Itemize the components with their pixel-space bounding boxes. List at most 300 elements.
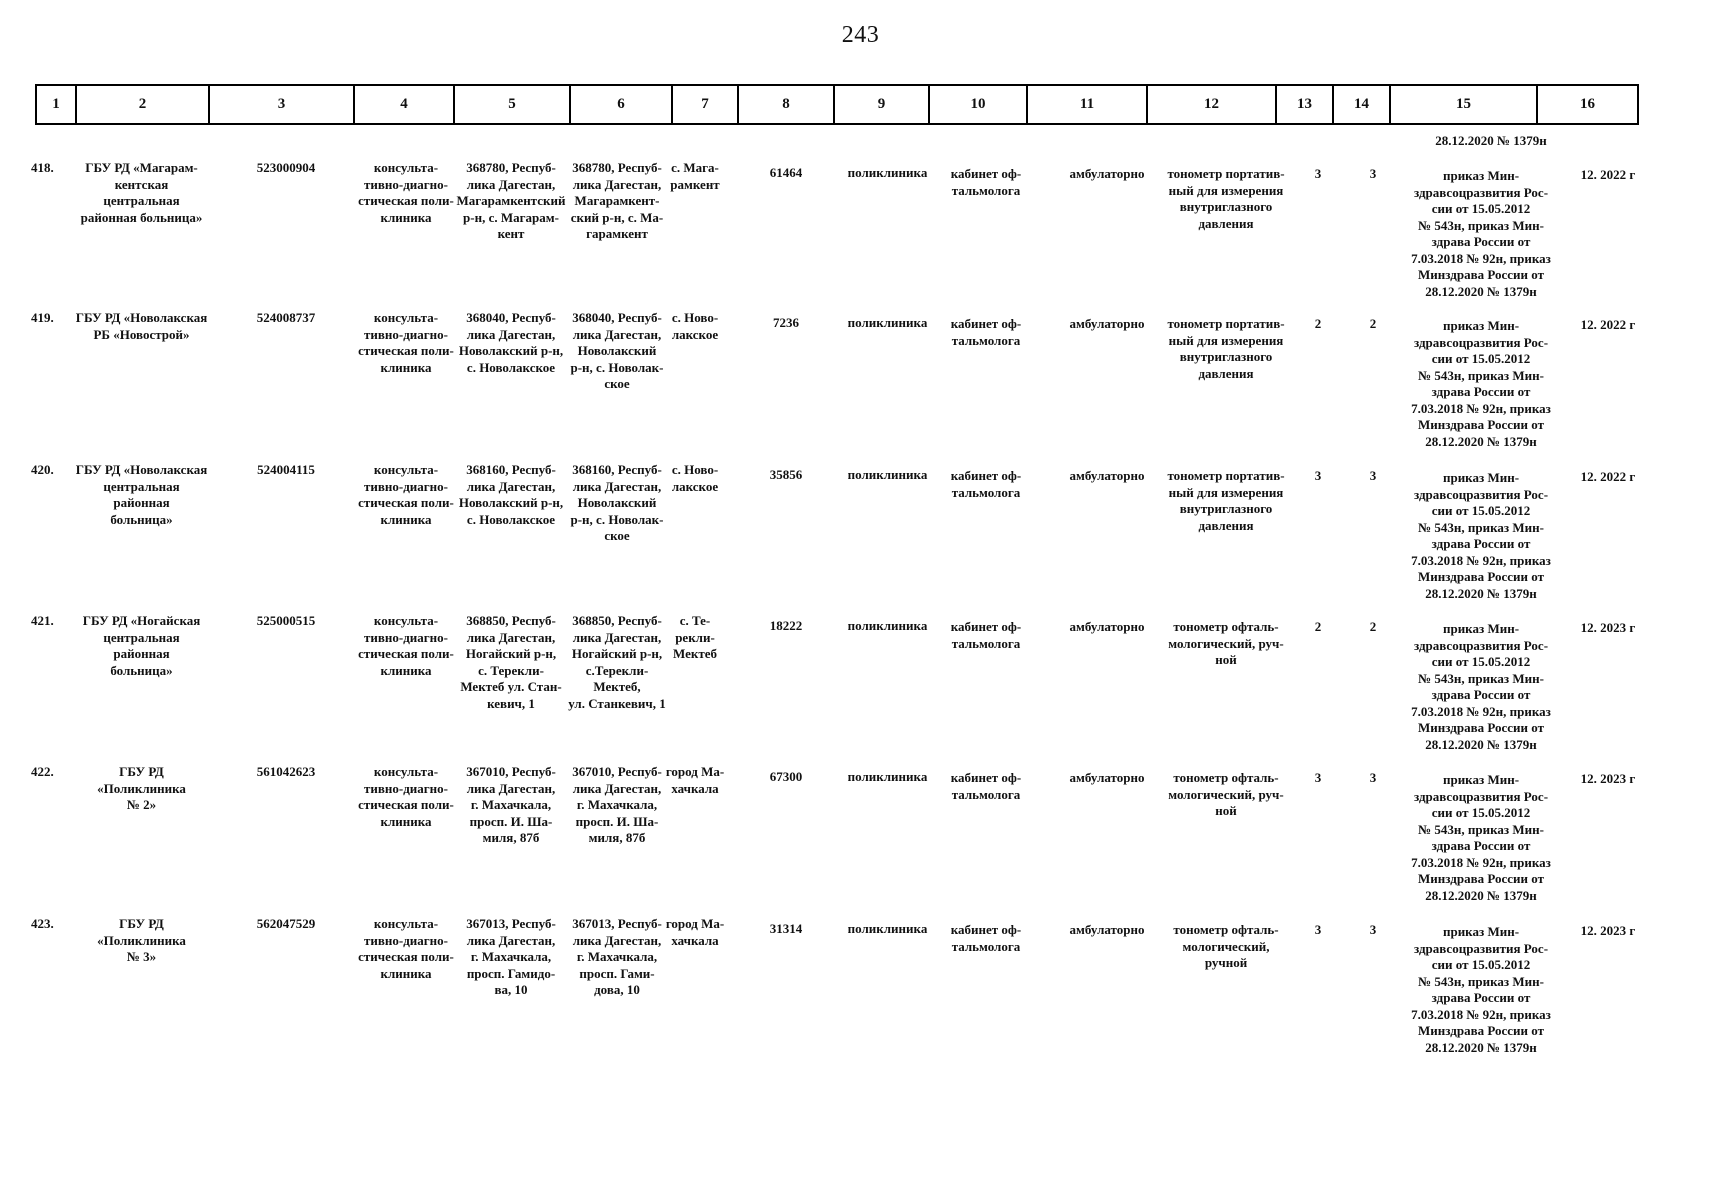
cell-line: ГБУ РД «Магарам- bbox=[85, 160, 198, 175]
cell-line: клиника bbox=[380, 965, 432, 981]
table-row bbox=[31, 310, 1669, 460]
cell-line: стическая поли- bbox=[358, 343, 454, 358]
cell-cabinet bbox=[938, 468, 1034, 501]
cell-addr1 bbox=[454, 160, 568, 243]
cell-line: консульта- bbox=[373, 613, 439, 628]
table-row bbox=[31, 462, 1669, 612]
column-header: 12 bbox=[1147, 85, 1276, 124]
cell-qty2 bbox=[1358, 166, 1388, 183]
cell-line: кабинет оф- bbox=[950, 619, 1022, 634]
cell-line: Минздрава России от bbox=[1418, 569, 1544, 584]
cell-addr2 bbox=[566, 613, 668, 712]
cell-line: 2 bbox=[1314, 619, 1322, 634]
cell-line: 28.12.2020 № 1379н bbox=[1425, 887, 1537, 903]
cell-line: ГБУ РД «Новолакская bbox=[75, 310, 208, 325]
cell-line: дова, 10 bbox=[594, 982, 640, 997]
cell-mode bbox=[1048, 619, 1166, 636]
cell-qty1 bbox=[1303, 619, 1333, 636]
cell-basis bbox=[1406, 470, 1556, 602]
cell-line: Минздрава России от bbox=[1418, 417, 1544, 432]
cell-line: 367013, Респуб- bbox=[572, 916, 662, 931]
cell-line: сии от 15.05.2012 bbox=[1431, 957, 1531, 972]
cell-unit bbox=[841, 618, 934, 635]
cell-line: с. Ново- bbox=[671, 310, 719, 325]
cell-line: лакское bbox=[671, 326, 719, 342]
cell-line: ское bbox=[604, 376, 630, 391]
cell-line: кабинет оф- bbox=[950, 770, 1022, 785]
cell-line: просп. Гами- bbox=[579, 965, 655, 981]
cell-line: 3 bbox=[1314, 922, 1322, 937]
cell-line: 7.03.2018 № 92н, приказ bbox=[1411, 250, 1551, 266]
cell-name bbox=[75, 310, 208, 343]
cell-line: ный для измерения bbox=[1168, 182, 1284, 198]
cell-line: клиника bbox=[380, 813, 432, 829]
cell-line: 12. 2022 г bbox=[1580, 469, 1636, 484]
cell-line: 368780, Респуб- bbox=[572, 160, 662, 175]
cell-line: Новолакский bbox=[577, 343, 657, 358]
cell-name bbox=[75, 160, 208, 226]
cell-line: ГБУ РД «Ногайская bbox=[82, 613, 201, 628]
cell-line: здрава России от bbox=[1431, 536, 1531, 551]
cell-line: Новолакский р-н, bbox=[458, 495, 564, 510]
column-header: 7 bbox=[672, 85, 738, 124]
cell-addr1 bbox=[454, 310, 568, 376]
page-number: 243 bbox=[841, 22, 880, 48]
cell-line: № 543н, приказ Мин- bbox=[1418, 519, 1544, 535]
cell-line: центральная районная bbox=[103, 478, 180, 510]
cell-line: 7236 bbox=[773, 315, 799, 330]
cell-code bbox=[231, 916, 341, 933]
cell-line: больница» bbox=[110, 662, 173, 678]
cell-line: № 3» bbox=[126, 949, 157, 964]
cell-line: стическая поли- bbox=[358, 949, 454, 964]
cell-line: миля, 87б bbox=[588, 830, 646, 845]
cell-line: лакское bbox=[671, 478, 719, 494]
cell-type bbox=[357, 764, 455, 830]
cell-cabinet bbox=[938, 770, 1034, 803]
cell-addr1 bbox=[454, 764, 568, 847]
cell-line: поликлиника bbox=[847, 165, 928, 180]
cell-qty2 bbox=[1358, 770, 1388, 787]
cell-line: мологический, руч- bbox=[1168, 635, 1284, 651]
cell-line: клиника bbox=[380, 209, 432, 225]
cell-locality bbox=[663, 613, 727, 663]
cell-line: ГБУ РД «Поликлиника bbox=[97, 916, 186, 948]
table-row bbox=[31, 916, 1669, 1066]
cell-addr1 bbox=[454, 613, 568, 712]
cell-qty1 bbox=[1303, 166, 1333, 183]
cell-date bbox=[1563, 771, 1653, 788]
cell-line: ный для измерения bbox=[1168, 484, 1284, 500]
cell-line: лика Дагестан, bbox=[572, 780, 662, 796]
cell-locality bbox=[663, 764, 727, 797]
cell-line: 368780, Респуб- bbox=[466, 160, 556, 175]
cell-line: поликлиника bbox=[847, 769, 928, 784]
cell-unit bbox=[841, 769, 934, 786]
cell-line: кабинет оф- bbox=[950, 922, 1022, 937]
column-header: 15 bbox=[1390, 85, 1537, 124]
cell-line: 421. bbox=[31, 613, 54, 628]
cell-line: тальмолога bbox=[951, 635, 1021, 651]
cell-line: тальмолога bbox=[951, 786, 1021, 802]
cell-name bbox=[75, 764, 208, 814]
cell-line: рамкент bbox=[670, 176, 720, 192]
cell-equipment bbox=[1155, 316, 1297, 382]
cell-line: 368040, Респуб- bbox=[572, 310, 662, 325]
cell-line: поликлиника bbox=[847, 467, 928, 482]
cell-addr2 bbox=[566, 764, 668, 847]
cell-line: 7.03.2018 № 92н, приказ bbox=[1411, 400, 1551, 416]
column-header: 11 bbox=[1027, 85, 1147, 124]
column-header: 16 bbox=[1537, 85, 1638, 124]
cell-line: здравсоцразвития Рос- bbox=[1413, 486, 1549, 502]
cell-qty1 bbox=[1303, 316, 1333, 333]
column-header: 4 bbox=[354, 85, 454, 124]
cell-line: 419. bbox=[31, 310, 54, 325]
cell-line: консульта- bbox=[373, 160, 439, 175]
cell-line: давления bbox=[1198, 215, 1254, 231]
cell-qty2 bbox=[1358, 619, 1388, 636]
cell-line: лика Дагестан, bbox=[466, 629, 556, 645]
cell-line: тивно-диагно- bbox=[363, 478, 448, 494]
cell-line: тальмолога bbox=[951, 938, 1021, 954]
cell-basis bbox=[1406, 168, 1556, 300]
cell-line: лика Дагестан, bbox=[466, 326, 556, 342]
cell-line: кабинет оф- bbox=[950, 468, 1022, 483]
column-header: 1 bbox=[36, 85, 76, 124]
cell-basis bbox=[1406, 924, 1556, 1056]
cell-line: 368850, Респуб- bbox=[572, 613, 662, 628]
table-row bbox=[31, 764, 1669, 914]
cell-line: хачкала bbox=[671, 932, 719, 948]
cell-line: с. Те- bbox=[679, 613, 711, 628]
cell-line: гарамкент bbox=[586, 226, 648, 241]
cell-line: лика Дагестан, bbox=[572, 478, 662, 494]
cell-line: 3 bbox=[1369, 468, 1377, 483]
cell-line: поликлиника bbox=[847, 921, 928, 936]
cell-line: лика Дагестан, bbox=[572, 326, 662, 342]
cell-addr1 bbox=[454, 462, 568, 528]
cell-line: здрава России от bbox=[1431, 687, 1531, 702]
cell-line: 28.12.2020 № 1379н bbox=[1425, 1039, 1537, 1055]
cell-line: лика Дагестан, bbox=[572, 932, 662, 948]
cell-line: амбулаторно bbox=[1069, 468, 1145, 483]
cell-line: город Ма- bbox=[665, 764, 725, 779]
cell-line: тонометр портатив- bbox=[1167, 166, 1285, 181]
cell-population bbox=[756, 315, 816, 332]
cell-line: сии от 15.05.2012 bbox=[1431, 503, 1531, 518]
cell-line: город Ма- bbox=[665, 916, 725, 931]
cell-line: кевич, 1 bbox=[487, 695, 535, 711]
cell-line: хачкала bbox=[671, 780, 719, 796]
cell-line: тонометр офталь- bbox=[1173, 619, 1279, 634]
cell-line: № 543н, приказ Мин- bbox=[1418, 973, 1544, 989]
cell-line: с.Терекли- bbox=[585, 662, 649, 678]
cell-type bbox=[357, 613, 455, 679]
cell-population bbox=[756, 165, 816, 182]
cell-line: консульта- bbox=[373, 764, 439, 779]
cell-line: рекли- bbox=[675, 629, 715, 645]
cell-population bbox=[756, 467, 816, 484]
cell-type bbox=[357, 310, 455, 376]
cell-line: лика Дагестан, bbox=[572, 629, 662, 645]
cell-line: р-н, с. Новолак- bbox=[570, 511, 664, 527]
cell-line: 7.03.2018 № 92н, приказ bbox=[1411, 552, 1551, 568]
cell-line: 422. bbox=[31, 764, 54, 779]
cell-code bbox=[231, 613, 341, 630]
cell-equipment bbox=[1155, 166, 1297, 232]
cell-population bbox=[756, 769, 816, 786]
column-header: 5 bbox=[454, 85, 570, 124]
cell-line: 562047529 bbox=[256, 916, 316, 931]
cell-line: стическая поли- bbox=[358, 193, 454, 208]
cell-line: 35856 bbox=[769, 467, 803, 482]
cell-date bbox=[1563, 923, 1653, 940]
cell-mode bbox=[1048, 166, 1166, 183]
continuation-text: 28.12.2020 № 1379н bbox=[1435, 133, 1547, 148]
cell-line: приказ Мин- bbox=[1442, 772, 1520, 787]
cell-line: г. Махачкала, bbox=[576, 797, 658, 812]
cell-line: районная больница» bbox=[80, 209, 203, 225]
cell-line: 28.12.2020 № 1379н bbox=[1425, 736, 1537, 752]
cell-line: здрава России от bbox=[1431, 384, 1531, 399]
cell-date bbox=[1563, 167, 1653, 184]
cell-line: 31314 bbox=[769, 921, 803, 936]
cell-line: № 543н, приказ Мин- bbox=[1418, 367, 1544, 383]
cell-code bbox=[231, 310, 341, 327]
cell-line: внутриглазного bbox=[1179, 349, 1273, 364]
cell-line: Мектеб ул. Стан- bbox=[460, 679, 562, 694]
cell-line: больница» bbox=[110, 511, 173, 527]
cell-line: № 543н, приказ Мин- bbox=[1418, 217, 1544, 233]
table-row bbox=[31, 160, 1669, 310]
cell-line: Ногайский р-н, bbox=[465, 646, 557, 661]
cell-line: здравсоцразвития Рос- bbox=[1413, 334, 1549, 350]
cell-line: поликлиника bbox=[847, 315, 928, 330]
cell-line: 523000904 bbox=[256, 160, 316, 175]
cell-line: кабинет оф- bbox=[950, 316, 1022, 331]
cell-qty1 bbox=[1303, 770, 1333, 787]
cell-line: сии от 15.05.2012 bbox=[1431, 805, 1531, 820]
cell-line: 524008737 bbox=[256, 310, 316, 325]
cell-code bbox=[231, 764, 341, 781]
cell-equipment bbox=[1155, 770, 1297, 820]
cell-line: амбулаторно bbox=[1069, 922, 1145, 937]
cell-line: консульта- bbox=[373, 310, 439, 325]
cell-line: амбулаторно bbox=[1069, 770, 1145, 785]
cell-line: Минздрава России от bbox=[1418, 720, 1544, 735]
cell-line: 420. bbox=[31, 462, 54, 477]
cell-line: просп. И. Ша- bbox=[469, 813, 553, 829]
cell-qty2 bbox=[1358, 468, 1388, 485]
column-header: 14 bbox=[1333, 85, 1390, 124]
cell-line: давления bbox=[1198, 365, 1254, 381]
column-header: 13 bbox=[1276, 85, 1333, 124]
cell-line: с. Новолакское bbox=[466, 359, 556, 375]
cell-line: Мектеб bbox=[672, 646, 717, 661]
column-header: 9 bbox=[834, 85, 929, 124]
cell-line: 368040, Респуб- bbox=[466, 310, 556, 325]
cell-addr2 bbox=[566, 160, 668, 243]
cell-line: миля, 87б bbox=[482, 830, 540, 845]
cell-line: 18222 bbox=[769, 618, 803, 633]
cell-line: № 2» bbox=[126, 797, 157, 812]
cell-line: Минздрава России от bbox=[1418, 267, 1544, 282]
cell-line: № 543н, приказ Мин- bbox=[1418, 821, 1544, 837]
cell-line: 367010, Респуб- bbox=[466, 764, 556, 779]
cell-line: тивно-диагно- bbox=[363, 932, 448, 948]
cell-line: приказ Мин- bbox=[1442, 168, 1520, 183]
cell-mode bbox=[1048, 922, 1166, 939]
cell-cabinet bbox=[938, 922, 1034, 955]
cell-line: лика Дагестан, bbox=[466, 932, 556, 948]
cell-basis bbox=[1406, 772, 1556, 904]
cell-equipment bbox=[1155, 619, 1297, 669]
cell-line: здравсоцразвития Рос- bbox=[1413, 940, 1549, 956]
cell-line: с. Новолакское bbox=[466, 511, 556, 527]
cell-type bbox=[357, 160, 455, 226]
column-header: 3 bbox=[209, 85, 354, 124]
cell-line: тонометр офталь- bbox=[1173, 922, 1279, 937]
cell-line: 61464 bbox=[769, 165, 803, 180]
column-header-row bbox=[36, 85, 1638, 124]
cell-line: просп. Гамидо- bbox=[466, 965, 556, 981]
cell-equipment bbox=[1155, 468, 1297, 534]
cell-addr1 bbox=[454, 916, 568, 999]
cell-addr2 bbox=[566, 916, 668, 999]
cell-line: консульта- bbox=[373, 916, 439, 931]
cell-line: тивно-диагно- bbox=[363, 780, 448, 796]
cell-line: амбулаторно bbox=[1069, 619, 1145, 634]
cell-unit bbox=[841, 315, 934, 332]
cell-line: с. Мага- bbox=[671, 160, 719, 175]
cell-locality bbox=[663, 160, 727, 193]
cell-line: сии от 15.05.2012 bbox=[1431, 201, 1531, 216]
cell-line: кент bbox=[497, 226, 525, 241]
cell-line: 67300 bbox=[769, 769, 803, 784]
cell-mode bbox=[1048, 316, 1166, 333]
cell-line: тонометр портатив- bbox=[1167, 468, 1285, 483]
table-row bbox=[31, 613, 1669, 763]
cell-line: кабинет оф- bbox=[950, 166, 1022, 181]
cell-line: 3 bbox=[1369, 770, 1377, 785]
cell-line: лика Дагестан, bbox=[466, 176, 556, 192]
cell-line: р-н, с. Новолак- bbox=[570, 359, 664, 375]
cell-type bbox=[357, 462, 455, 528]
cell-date bbox=[1563, 469, 1653, 486]
cell-line: тальмолога bbox=[951, 332, 1021, 348]
cell-line: Минздрава России от bbox=[1418, 871, 1544, 886]
column-header: 2 bbox=[76, 85, 209, 124]
cell-cabinet bbox=[938, 166, 1034, 199]
cell-line: тонометр портатив- bbox=[1167, 316, 1285, 331]
cell-line: стическая поли- bbox=[358, 797, 454, 812]
cell-line: РБ «Новострой» bbox=[93, 326, 190, 342]
cell-name bbox=[75, 916, 208, 966]
cell-equipment bbox=[1155, 922, 1297, 972]
cell-line: лика Дагестан, bbox=[466, 780, 556, 796]
cell-line: приказ Мин- bbox=[1442, 621, 1520, 636]
cell-num bbox=[31, 764, 71, 781]
cell-line: 3 bbox=[1314, 166, 1322, 181]
cell-line: 12. 2022 г bbox=[1580, 167, 1636, 182]
cell-line: приказ Мин- bbox=[1442, 318, 1520, 333]
cell-qty2 bbox=[1358, 922, 1388, 939]
cell-line: здрава России от bbox=[1431, 838, 1531, 853]
cell-line: сии от 15.05.2012 bbox=[1431, 654, 1531, 669]
cell-line: клиника bbox=[380, 511, 432, 527]
cell-line: мологический, bbox=[1182, 938, 1270, 954]
column-header: 8 bbox=[738, 85, 834, 124]
cell-basis bbox=[1406, 318, 1556, 450]
cell-line: давления bbox=[1198, 517, 1254, 533]
cell-code bbox=[231, 160, 341, 177]
cell-line: Мектеб, bbox=[593, 679, 641, 694]
cell-line: просп. И. Ша- bbox=[575, 813, 659, 829]
cell-line: кентская центральная bbox=[103, 176, 180, 208]
cell-qty2 bbox=[1358, 316, 1388, 333]
cell-line: ручной bbox=[1204, 955, 1248, 970]
cell-line: 367013, Респуб- bbox=[466, 916, 556, 931]
cell-line: Магарамкент- bbox=[574, 193, 660, 208]
cell-line: 423. bbox=[31, 916, 54, 931]
cell-date bbox=[1563, 317, 1653, 334]
cell-line: г. Махачкала, bbox=[470, 797, 552, 812]
cell-num bbox=[31, 462, 71, 479]
cell-line: 12. 2023 г bbox=[1580, 620, 1636, 635]
cell-line: лика Дагестан, bbox=[466, 478, 556, 494]
cell-line: р-н, с. Магарам- bbox=[463, 209, 559, 225]
cell-line: 368850, Респуб- bbox=[466, 613, 556, 628]
column-header: 10 bbox=[929, 85, 1027, 124]
cell-line: приказ Мин- bbox=[1442, 924, 1520, 939]
cell-line: 3 bbox=[1369, 166, 1377, 181]
cell-line: ва, 10 bbox=[494, 982, 528, 997]
cell-unit bbox=[841, 921, 934, 938]
cell-line: внутриглазного bbox=[1179, 199, 1273, 214]
cell-line: тивно-диагно- bbox=[363, 326, 448, 342]
cell-line: ГБУ РД «Новолакская bbox=[75, 462, 208, 477]
cell-line: 28.12.2020 № 1379н bbox=[1425, 433, 1537, 449]
cell-line: приказ Мин- bbox=[1442, 470, 1520, 485]
cell-line: здрава России от bbox=[1431, 990, 1531, 1005]
cell-mode bbox=[1048, 770, 1166, 787]
cell-unit bbox=[841, 165, 934, 182]
cell-line: здравсоцразвития Рос- bbox=[1413, 184, 1549, 200]
cell-cabinet bbox=[938, 619, 1034, 652]
cell-line: амбулаторно bbox=[1069, 316, 1145, 331]
cell-line: стическая поли- bbox=[358, 495, 454, 510]
cell-line: № 543н, приказ Мин- bbox=[1418, 670, 1544, 686]
column-header-table bbox=[35, 84, 1639, 125]
cell-line: 3 bbox=[1314, 770, 1322, 785]
cell-line: поликлиника bbox=[847, 618, 928, 633]
column-header: 6 bbox=[570, 85, 672, 124]
cell-name bbox=[75, 462, 208, 528]
cell-addr2 bbox=[566, 462, 668, 545]
cell-line: стическая поли- bbox=[358, 646, 454, 661]
cell-date bbox=[1563, 620, 1653, 637]
cell-line: 368160, Респуб- bbox=[572, 462, 662, 477]
cell-line: с. Терекли- bbox=[478, 662, 544, 678]
cell-line: 7.03.2018 № 92н, приказ bbox=[1411, 1006, 1551, 1022]
cell-line: ной bbox=[1215, 803, 1237, 818]
cell-line: лика Дагестан, bbox=[572, 176, 662, 192]
cell-line: здравсоцразвития Рос- bbox=[1413, 788, 1549, 804]
cell-qty1 bbox=[1303, 922, 1333, 939]
cell-line: 524004115 bbox=[257, 462, 315, 477]
cell-line: 525000515 bbox=[256, 613, 316, 628]
